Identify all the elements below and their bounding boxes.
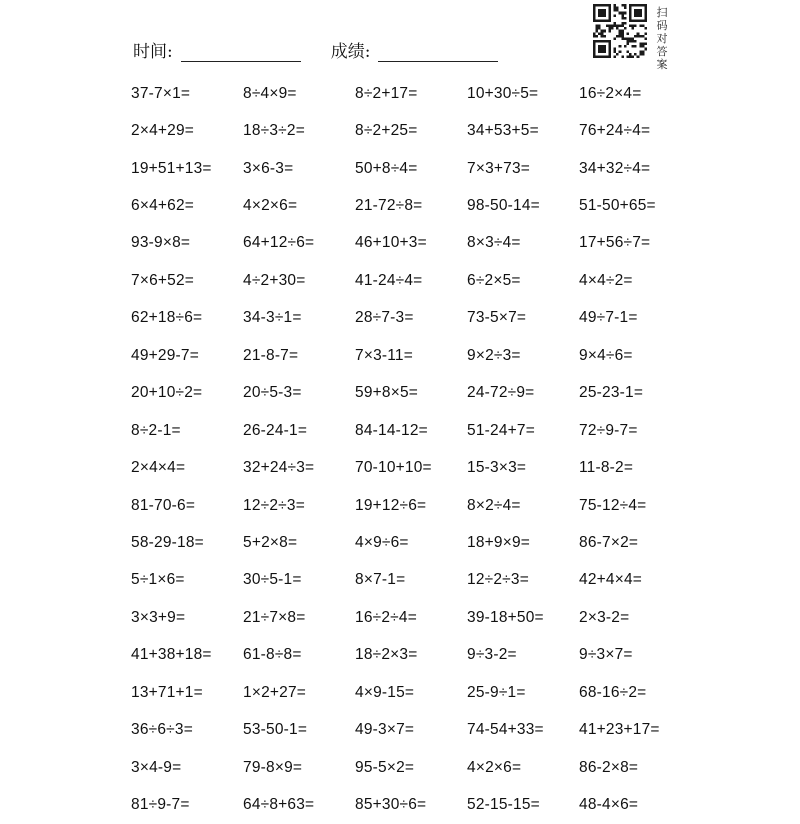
math-problem: 18÷3÷2= xyxy=(243,122,305,140)
problem-row xyxy=(131,449,691,486)
math-problem: 21-8-7= xyxy=(243,346,299,364)
problem-row xyxy=(131,187,691,224)
math-problem: 53-50-1= xyxy=(243,721,308,739)
math-problem: 72÷9-7= xyxy=(579,421,638,439)
time-label: 时间: xyxy=(133,42,173,62)
math-problem: 30÷5-1= xyxy=(243,571,302,589)
math-problem: 51-24+7= xyxy=(467,421,535,439)
problem-row xyxy=(131,375,691,412)
qr-caption xyxy=(654,6,670,71)
math-problem: 5+2×8= xyxy=(243,533,298,551)
math-problem: 50+8÷4= xyxy=(355,159,418,177)
math-problem: 98-50-14= xyxy=(467,197,540,215)
math-problem: 93-9×8= xyxy=(131,234,191,252)
math-problem: 4×9÷6= xyxy=(355,533,409,551)
math-problem: 86-2×8= xyxy=(579,758,639,776)
math-problem: 41+38+18= xyxy=(131,646,212,664)
problem-row xyxy=(131,524,691,561)
problem-row xyxy=(131,637,691,674)
math-problem: 51-50+65= xyxy=(579,197,656,215)
qr-code-graphic xyxy=(593,4,647,58)
math-problem: 21÷7×8= xyxy=(243,608,306,626)
math-problem: 5÷1×6= xyxy=(131,571,185,589)
math-problem: 48-4×6= xyxy=(579,796,639,814)
math-problem: 2×4+29= xyxy=(131,122,195,140)
qr-code-icon[interactable] xyxy=(593,4,647,58)
math-problem: 16÷2÷4= xyxy=(355,608,417,626)
math-problem: 25-9÷1= xyxy=(467,683,526,701)
math-problem: 64÷8+63= xyxy=(243,796,315,814)
math-problem: 21-72÷8= xyxy=(355,197,423,215)
qr-caption-char: 扫 xyxy=(656,6,668,19)
math-problem: 16÷2×4= xyxy=(579,84,642,102)
math-problem: 75-12÷4= xyxy=(579,496,647,514)
math-problem: 36÷6÷3= xyxy=(131,721,193,739)
math-problem: 81-70-6= xyxy=(131,496,196,514)
math-problem: 2×3-2= xyxy=(579,608,630,626)
math-problem: 8×2÷4= xyxy=(467,496,521,514)
math-problem: 7×6+52= xyxy=(131,271,195,289)
math-problem: 7×3-11= xyxy=(355,346,413,364)
problem-row xyxy=(131,711,691,748)
math-problem: 12÷2÷3= xyxy=(467,571,529,589)
math-problem: 4×4÷2= xyxy=(579,271,633,289)
math-problem: 2×4×4= xyxy=(131,459,186,477)
math-problem: 95-5×2= xyxy=(355,758,415,776)
math-problem: 9×2÷3= xyxy=(467,346,521,364)
math-problem: 41-24÷4= xyxy=(355,271,423,289)
math-problem: 81÷9-7= xyxy=(131,796,190,814)
math-problem: 74-54+33= xyxy=(467,721,544,739)
math-problem: 6×4+62= xyxy=(131,197,195,215)
math-problem: 8÷2-1= xyxy=(131,421,181,439)
math-problem: 34-3÷1= xyxy=(243,309,302,327)
math-problem: 20+10÷2= xyxy=(131,384,203,402)
math-problem: 8×7-1= xyxy=(355,571,406,589)
problem-row xyxy=(131,786,691,823)
math-problem: 20÷5-3= xyxy=(243,384,302,402)
math-problem: 61-8÷8= xyxy=(243,646,302,664)
math-problem: 19+51+13= xyxy=(131,159,212,177)
math-problem: 18÷2×3= xyxy=(355,646,418,664)
problem-row xyxy=(131,599,691,636)
math-problem: 46+10+3= xyxy=(355,234,427,252)
problem-row xyxy=(131,75,691,112)
math-problem: 41+23+17= xyxy=(579,721,660,739)
math-problem: 8÷4×9= xyxy=(243,84,297,102)
math-problem: 4÷2+30= xyxy=(243,271,306,289)
math-problem: 3×6-3= xyxy=(243,159,294,177)
math-problem: 68-16÷2= xyxy=(579,683,647,701)
math-problem: 84-14-12= xyxy=(355,421,428,439)
math-problem: 25-23-1= xyxy=(579,384,644,402)
qr-caption-char: 码 xyxy=(656,19,668,32)
math-problem: 79-8×9= xyxy=(243,758,303,776)
math-problem: 73-5×7= xyxy=(467,309,527,327)
math-problem: 86-7×2= xyxy=(579,533,639,551)
problem-row xyxy=(131,337,691,374)
math-problem: 9×4÷6= xyxy=(579,346,633,364)
math-problem: 85+30÷6= xyxy=(355,796,427,814)
time-field[interactable] xyxy=(181,43,301,62)
problem-row xyxy=(131,674,691,711)
math-problem: 26-24-1= xyxy=(243,421,308,439)
problem-row xyxy=(131,562,691,599)
worksheet-header xyxy=(133,38,498,62)
math-problem: 52-15-15= xyxy=(467,796,540,814)
math-problem: 3×3+9= xyxy=(131,608,186,626)
math-problem: 24-72÷9= xyxy=(467,384,535,402)
problem-row xyxy=(131,150,691,187)
math-problem: 49-3×7= xyxy=(355,721,415,739)
problem-row xyxy=(131,487,691,524)
math-problem: 49+29-7= xyxy=(131,346,199,364)
qr-caption-char: 案 xyxy=(656,58,668,71)
math-problem: 8÷2+25= xyxy=(355,122,418,140)
math-problem: 37-7×1= xyxy=(131,84,191,102)
score-label: 成绩: xyxy=(330,42,371,62)
math-problem: 28÷7-3= xyxy=(355,309,414,327)
math-problem: 19+12÷6= xyxy=(355,496,427,514)
math-problem: 39-18+50= xyxy=(467,608,544,626)
math-problem: 11-8-2= xyxy=(579,459,634,477)
score-field[interactable] xyxy=(378,43,498,62)
math-problem: 8×3÷4= xyxy=(467,234,521,252)
math-problem: 12÷2÷3= xyxy=(243,496,305,514)
math-problem: 7×3+73= xyxy=(467,159,531,177)
math-problem: 62+18÷6= xyxy=(131,309,203,327)
math-problem: 15-3×3= xyxy=(467,459,527,477)
math-problem: 34+53+5= xyxy=(467,122,539,140)
math-problem: 64+12÷6= xyxy=(243,234,315,252)
problem-row xyxy=(131,412,691,449)
math-problem: 1×2+27= xyxy=(243,683,307,701)
problem-row xyxy=(131,300,691,337)
problem-row xyxy=(131,112,691,149)
math-problem: 76+24÷4= xyxy=(579,122,651,140)
problem-row xyxy=(131,225,691,262)
problem-row xyxy=(131,749,691,786)
math-problem: 70-10+10= xyxy=(355,459,432,477)
math-problem: 10+30÷5= xyxy=(467,84,539,102)
qr-caption-char: 答 xyxy=(656,45,668,58)
qr-caption-char: 对 xyxy=(656,32,668,45)
math-problem: 32+24÷3= xyxy=(243,459,315,477)
math-problem: 3×4-9= xyxy=(131,758,182,776)
math-problem: 18+9×9= xyxy=(467,533,531,551)
math-problem: 4×9-15= xyxy=(355,683,415,701)
math-problem: 9÷3-2= xyxy=(467,646,517,664)
math-problem: 34+32÷4= xyxy=(579,159,651,177)
math-problem: 58-29-18= xyxy=(131,533,204,551)
math-problem: 59+8×5= xyxy=(355,384,419,402)
math-problem: 8÷2+17= xyxy=(355,84,418,102)
math-problem: 9÷3×7= xyxy=(579,646,633,664)
math-problem: 6÷2×5= xyxy=(467,271,521,289)
problem-row xyxy=(131,262,691,299)
math-problem: 42+4×4= xyxy=(579,571,643,589)
problem-grid xyxy=(131,75,691,824)
math-problem: 49÷7-1= xyxy=(579,309,638,327)
math-problem: 4×2×6= xyxy=(243,197,298,215)
math-problem: 17+56÷7= xyxy=(579,234,651,252)
math-problem: 4×2×6= xyxy=(467,758,522,776)
math-problem: 13+71+1= xyxy=(131,683,203,701)
